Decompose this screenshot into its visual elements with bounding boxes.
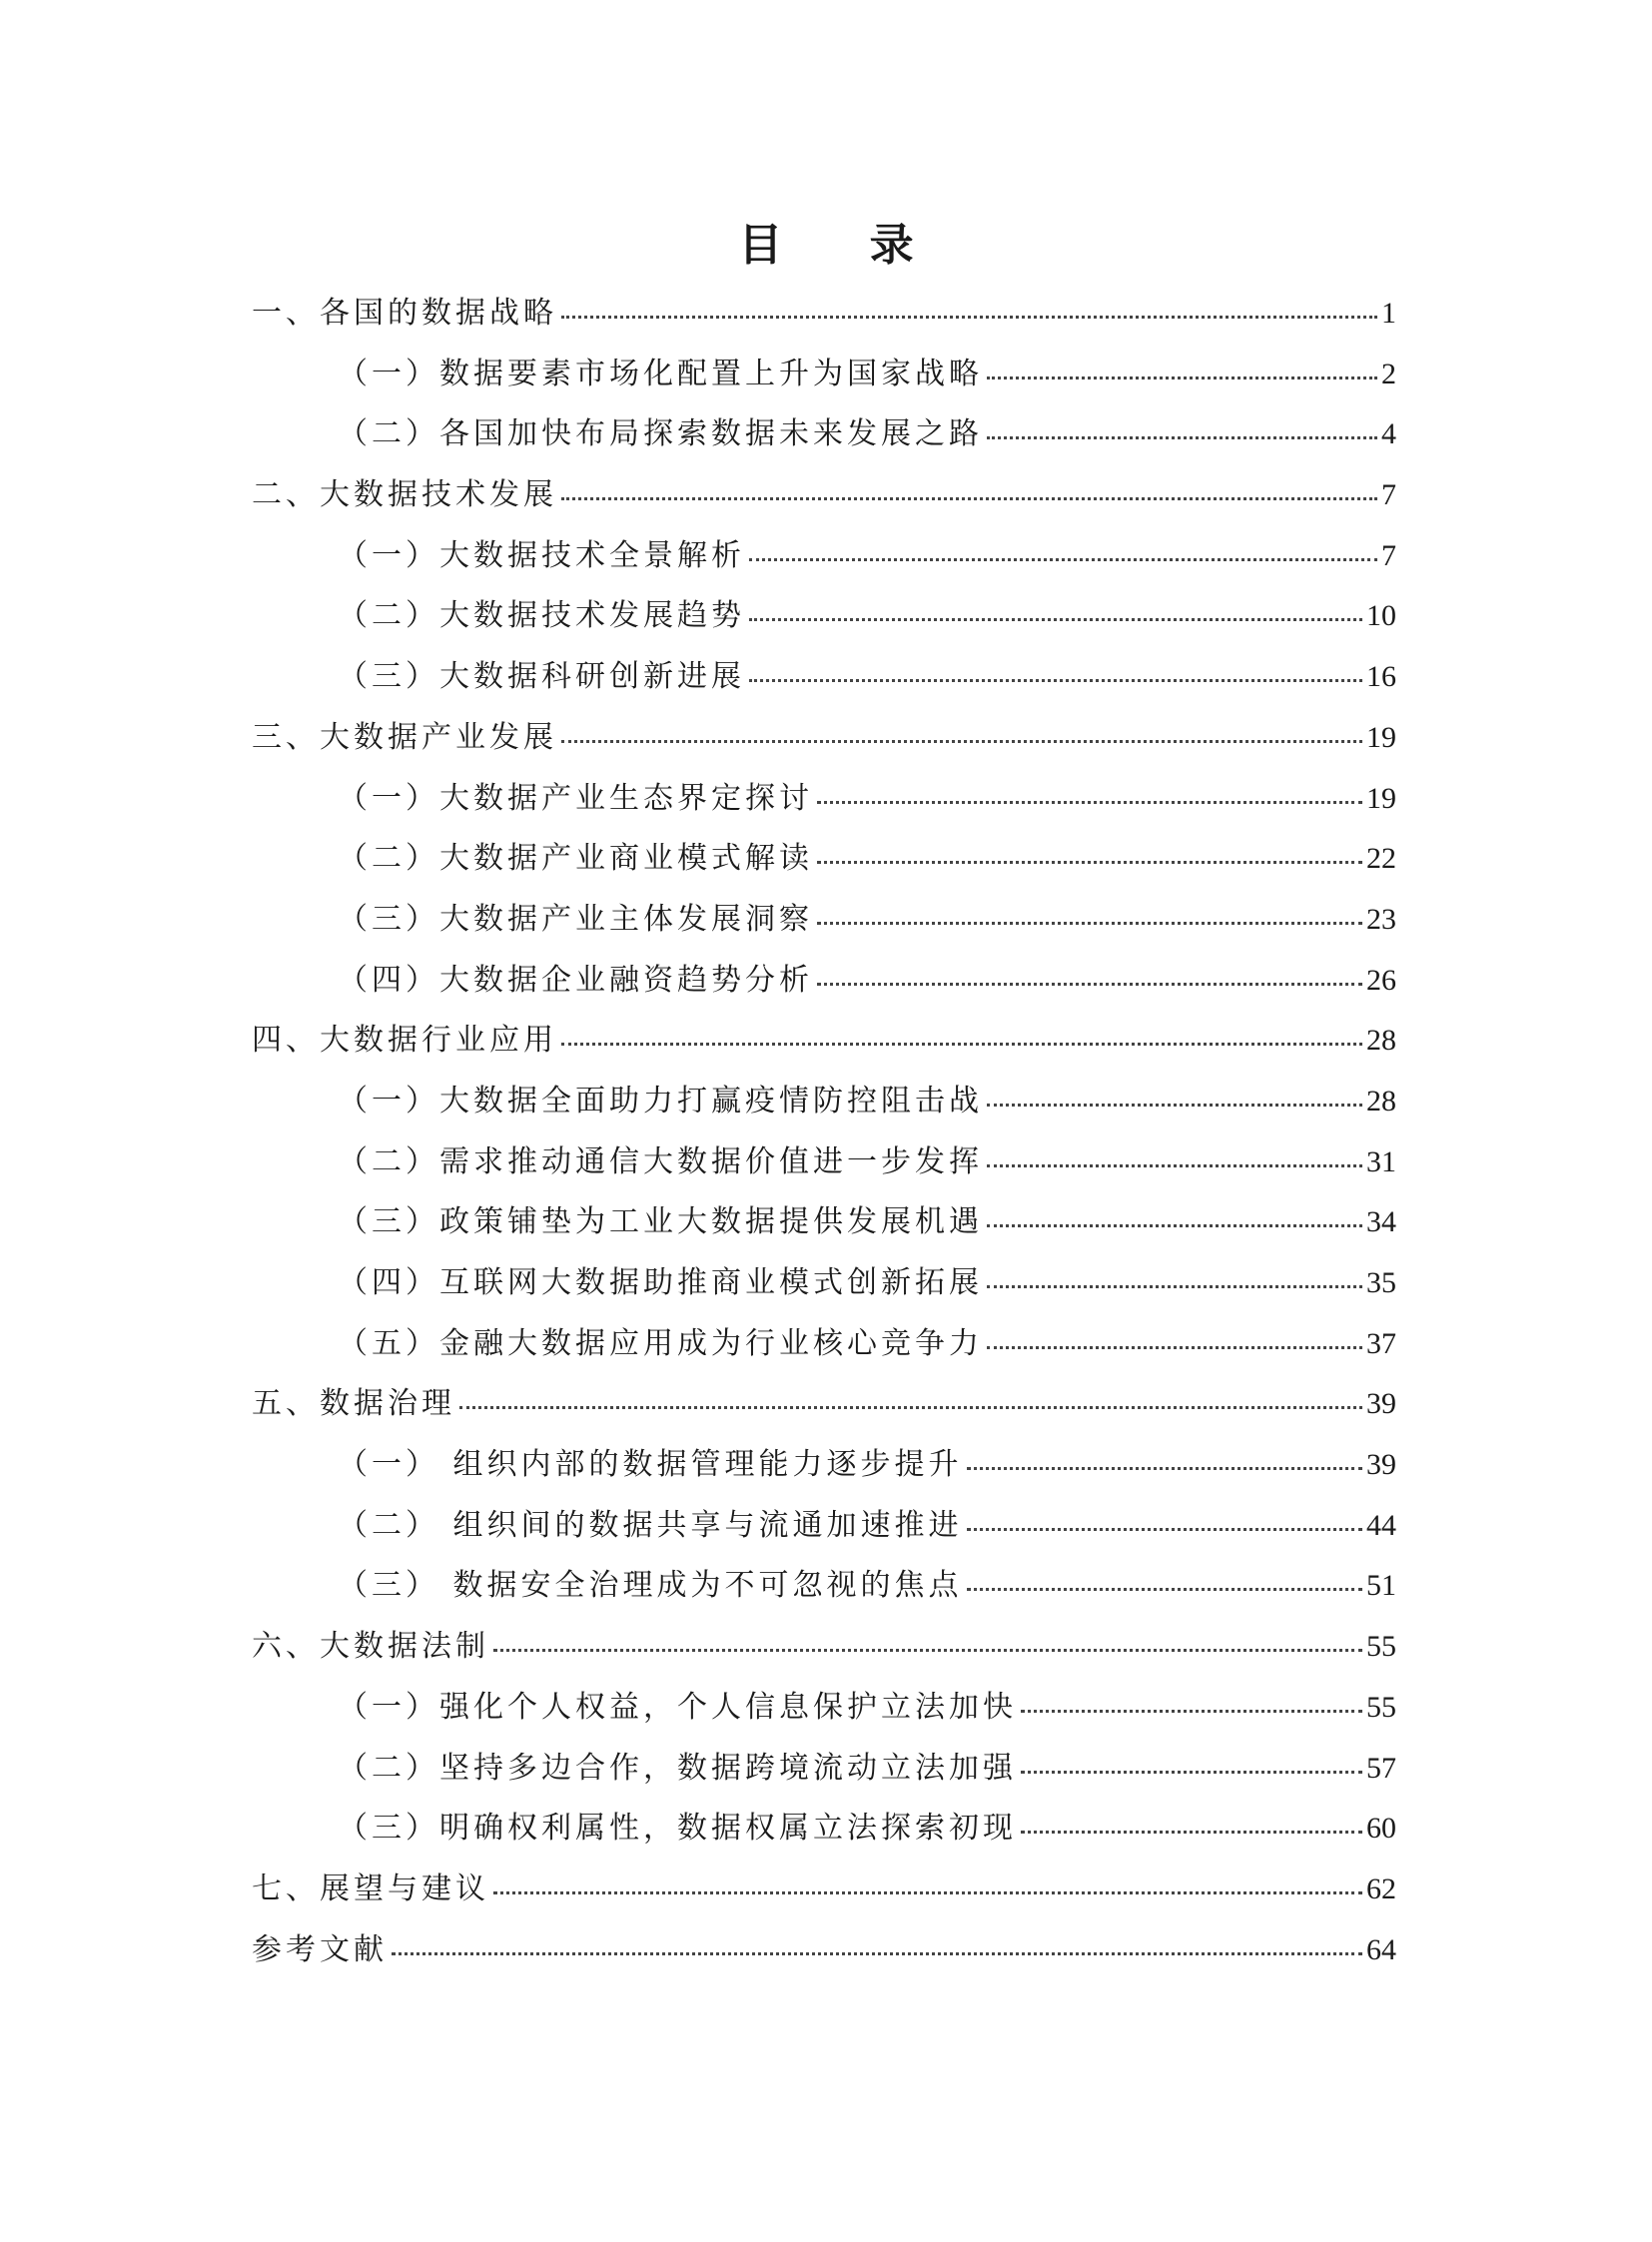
toc-page-number: 22 — [1366, 842, 1396, 876]
toc-entry-label: （三）明确权利属性，数据权属立法探索初现 — [338, 1811, 1017, 1847]
toc-page-number: 10 — [1366, 599, 1396, 633]
toc-subsection-entry[interactable] — [252, 1496, 1396, 1557]
toc-entry-label: （一）大数据全面助力打赢疫情防控阻击战 — [338, 1083, 983, 1119]
toc-entry-label: 一、各国的数据战略 — [252, 296, 557, 331]
toc-subsection-entry[interactable] — [252, 890, 1396, 951]
toc-entry-label: （二）大数据技术发展趋势 — [338, 598, 745, 634]
toc-page-number: 39 — [1366, 1387, 1396, 1421]
toc-entry-label: （三）大数据科研创新进展 — [338, 659, 745, 695]
toc-section-entry[interactable] — [252, 708, 1396, 769]
toc-dot-leader — [392, 1951, 1362, 1955]
toc-page-number: 51 — [1366, 1569, 1396, 1603]
toc-subsection-entry[interactable] — [252, 1253, 1396, 1314]
toc-section-entry[interactable] — [252, 1374, 1396, 1435]
table-of-contents — [252, 284, 1396, 1980]
toc-dot-leader — [987, 1223, 1362, 1227]
toc-dot-leader — [817, 921, 1362, 925]
toc-section-entry[interactable] — [252, 284, 1396, 345]
toc-entry-label: 二、大数据技术发展 — [252, 477, 557, 513]
page-title: 目 录 — [738, 220, 950, 271]
toc-dot-leader — [817, 982, 1362, 986]
toc-dot-leader — [1021, 1709, 1362, 1713]
toc-page-number: 37 — [1366, 1326, 1396, 1360]
toc-entry-label: （一）数据要素市场化配置上升为国家战略 — [338, 356, 983, 391]
toc-entry-label: 三、大数据产业发展 — [252, 719, 557, 755]
toc-page-number: 19 — [1366, 781, 1396, 815]
toc-page-number: 28 — [1366, 1084, 1396, 1118]
toc-subsection-entry[interactable] — [252, 526, 1396, 587]
toc-dot-leader — [967, 1527, 1362, 1531]
toc-dot-leader — [561, 496, 1377, 500]
toc-dot-leader — [749, 557, 1377, 561]
toc-page-number: 55 — [1366, 1630, 1396, 1664]
toc-entry-label: （二）坚持多边合作，数据跨境流动立法加强 — [338, 1750, 1017, 1786]
toc-page-number: 19 — [1366, 720, 1396, 754]
toc-dot-leader — [967, 1587, 1362, 1591]
toc-section-entry[interactable] — [252, 1860, 1396, 1920]
toc-dot-leader — [967, 1466, 1362, 1470]
toc-dot-leader — [987, 1163, 1362, 1167]
toc-subsection-entry[interactable] — [252, 1314, 1396, 1375]
toc-page-number: 60 — [1366, 1812, 1396, 1846]
toc-page-number: 64 — [1366, 1932, 1396, 1966]
toc-entry-label: （三） 数据安全治理成为不可忽视的焦点 — [338, 1568, 963, 1604]
toc-entry-label: （一）大数据产业生态界定探讨 — [338, 780, 813, 816]
toc-page-number: 34 — [1366, 1205, 1396, 1239]
toc-section-entry[interactable] — [252, 1920, 1396, 1981]
toc-dot-leader — [459, 1405, 1362, 1409]
toc-subsection-entry[interactable] — [252, 345, 1396, 405]
toc-entry-label: 四、大数据行业应用 — [252, 1023, 557, 1059]
toc-entry-label: （一）强化个人权益，个人信息保护立法加快 — [338, 1689, 1017, 1725]
toc-entry-label: （一） 组织内部的数据管理能力逐步提升 — [338, 1447, 963, 1483]
toc-subsection-entry[interactable] — [252, 647, 1396, 708]
toc-entry-label: （二）各国加快布局探索数据未来发展之路 — [338, 416, 983, 452]
toc-subsection-entry[interactable] — [252, 1799, 1396, 1860]
toc-section-entry[interactable] — [252, 1617, 1396, 1678]
toc-entry-label: （二） 组织间的数据共享与流通加速推进 — [338, 1507, 963, 1543]
toc-page-number: 23 — [1366, 902, 1396, 936]
toc-entry-label: （二）需求推动通信大数据价值进一步发挥 — [338, 1143, 983, 1179]
toc-page-number: 1 — [1381, 297, 1396, 330]
toc-entry-label: 参考文献 — [252, 1931, 388, 1967]
toc-entry-label: （三）政策铺垫为工业大数据提供发展机遇 — [338, 1204, 983, 1240]
toc-entry-label: 六、大数据法制 — [252, 1629, 489, 1665]
toc-entry-label: 七、展望与建议 — [252, 1870, 489, 1906]
toc-entry-label: （五）金融大数据应用成为行业核心竞争力 — [338, 1325, 983, 1361]
toc-page-number: 44 — [1366, 1508, 1396, 1542]
toc-page-number: 62 — [1366, 1871, 1396, 1905]
toc-entry-label: 五、数据治理 — [252, 1386, 455, 1422]
toc-page-number: 7 — [1381, 538, 1396, 572]
toc-page-number: 16 — [1366, 660, 1396, 694]
toc-subsection-entry[interactable] — [252, 1072, 1396, 1132]
toc-page-number: 4 — [1381, 417, 1396, 451]
toc-subsection-entry[interactable] — [252, 951, 1396, 1012]
toc-subsection-entry[interactable] — [252, 1678, 1396, 1739]
toc-entry-label: （二）大数据产业商业模式解读 — [338, 841, 813, 877]
toc-dot-leader — [987, 1103, 1362, 1107]
toc-page-number: 28 — [1366, 1024, 1396, 1058]
toc-dot-leader — [493, 1890, 1362, 1894]
toc-page-number: 57 — [1366, 1751, 1396, 1785]
toc-entry-label: （四）互联网大数据助推商业模式创新拓展 — [338, 1265, 983, 1300]
toc-page-number: 55 — [1366, 1690, 1396, 1724]
toc-page-number: 2 — [1381, 357, 1396, 390]
toc-page-number: 39 — [1366, 1448, 1396, 1482]
toc-dot-leader — [987, 1284, 1362, 1288]
toc-subsection-entry[interactable] — [252, 1739, 1396, 1800]
toc-subsection-entry[interactable] — [252, 1192, 1396, 1253]
toc-subsection-entry[interactable] — [252, 1435, 1396, 1496]
toc-dot-leader — [749, 617, 1362, 621]
toc-dot-leader — [987, 435, 1377, 439]
toc-dot-leader — [749, 678, 1362, 682]
toc-subsection-entry[interactable] — [252, 829, 1396, 890]
toc-dot-leader — [561, 315, 1377, 319]
toc-entry-label: （一）大数据技术全景解析 — [338, 537, 745, 573]
toc-subsection-entry[interactable] — [252, 1132, 1396, 1193]
toc-subsection-entry[interactable] — [252, 1556, 1396, 1617]
toc-dot-leader — [987, 1345, 1362, 1349]
toc-page-number: 26 — [1366, 963, 1396, 997]
toc-page-number: 31 — [1366, 1144, 1396, 1178]
toc-section-entry[interactable] — [252, 465, 1396, 526]
toc-dot-leader — [561, 1042, 1362, 1046]
toc-page-number: 35 — [1366, 1266, 1396, 1299]
toc-dot-leader — [987, 375, 1377, 379]
toc-dot-leader — [1021, 1830, 1362, 1834]
toc-dot-leader — [817, 860, 1362, 864]
toc-subsection-entry[interactable] — [252, 769, 1396, 830]
toc-subsection-entry[interactable] — [252, 404, 1396, 465]
toc-dot-leader — [817, 800, 1362, 804]
toc-section-entry[interactable] — [252, 1011, 1396, 1072]
toc-entry-label: （三）大数据产业主体发展洞察 — [338, 901, 813, 937]
toc-dot-leader — [1021, 1770, 1362, 1774]
toc-subsection-entry[interactable] — [252, 586, 1396, 647]
toc-entry-label: （四）大数据企业融资趋势分析 — [338, 962, 813, 998]
toc-page-number: 7 — [1381, 478, 1396, 512]
toc-dot-leader — [561, 739, 1362, 743]
toc-dot-leader — [493, 1648, 1362, 1652]
